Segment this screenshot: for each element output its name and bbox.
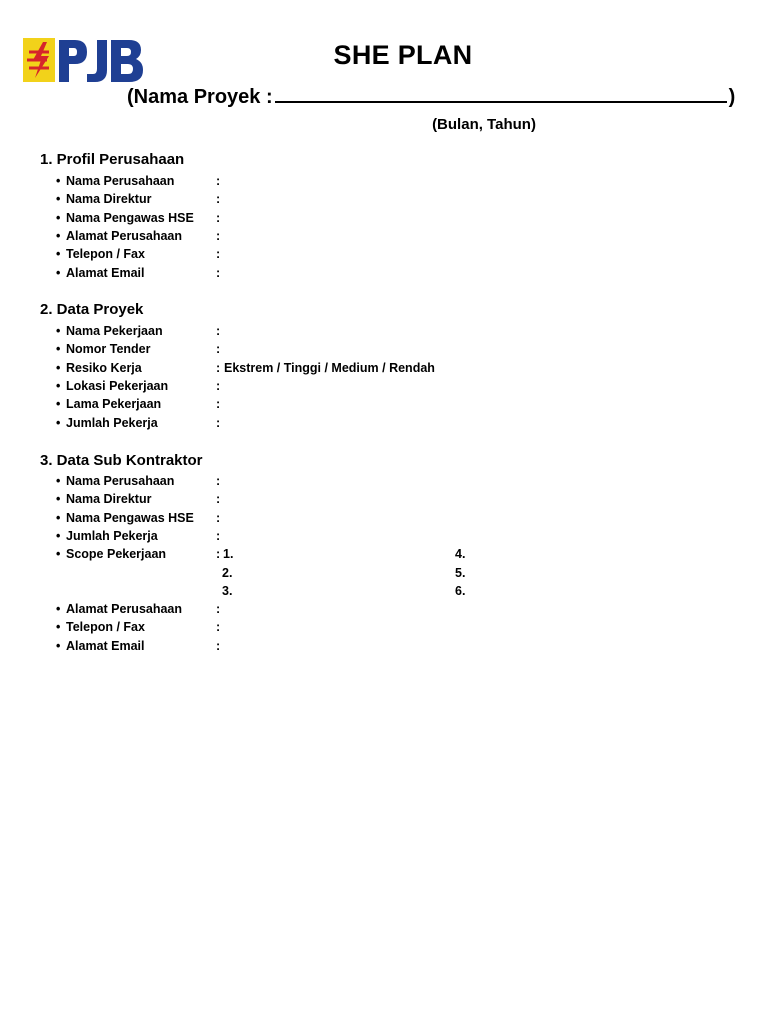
field-colon: : <box>216 265 221 280</box>
field-label: Nama Pengawas HSE <box>66 210 194 225</box>
page-title: SHE PLAN <box>333 40 473 70</box>
field-row <box>56 600 221 618</box>
field-colon: : <box>216 415 221 430</box>
field-label: Nomor Tender <box>66 342 151 357</box>
field-colon: : <box>216 210 221 225</box>
field-label: Nama Pengawas HSE <box>66 510 194 525</box>
project-name-blank[interactable] <box>275 86 727 103</box>
field-row <box>56 490 221 508</box>
scope-item-number: 3. <box>222 583 233 598</box>
bullet: • <box>56 265 61 280</box>
field-row <box>56 618 221 636</box>
field-row <box>56 637 221 655</box>
bullet: • <box>56 247 61 262</box>
scope-item-number: 1. <box>223 547 234 562</box>
bullet: • <box>56 638 61 653</box>
scope-item-number: 5. <box>455 565 466 580</box>
field-row <box>56 322 221 340</box>
field-colon: : <box>216 528 221 543</box>
field-label: Jumlah Pekerja <box>66 528 158 543</box>
bullet: • <box>56 174 61 188</box>
field-row <box>56 264 221 282</box>
field-label: Alamat Email <box>66 265 145 280</box>
field-label: Nama Perusahaan <box>66 174 175 188</box>
field-label: Nama Direktur <box>66 492 152 507</box>
bullet: • <box>56 415 61 430</box>
bullet: • <box>56 360 61 375</box>
project-name-close: ) <box>728 86 736 108</box>
project-name-label: (Nama Proyek : <box>127 86 273 108</box>
field-label: Alamat Perusahaan <box>66 602 183 617</box>
bullet: • <box>56 397 61 412</box>
section-title: 1. Profil Perusahaan <box>40 151 185 168</box>
field-row <box>56 377 221 395</box>
field-row <box>56 395 221 413</box>
field-label: Nama Perusahaan <box>66 474 175 488</box>
field-colon: : <box>216 547 221 562</box>
field-row <box>56 509 221 527</box>
field-row <box>56 359 435 377</box>
field-row <box>56 227 221 245</box>
field-label: Resiko Kerja <box>66 360 142 375</box>
field-colon: : <box>216 174 221 188</box>
bullet: • <box>56 474 61 488</box>
field-row <box>56 527 221 545</box>
field-label: Alamat Perusahaan <box>66 228 183 243</box>
field-row <box>56 414 221 432</box>
field-row <box>56 472 221 490</box>
field-colon: : <box>216 324 221 338</box>
field-colon: : <box>216 228 221 243</box>
section-title: 3. Data Sub Kontraktor <box>40 452 203 469</box>
field-row <box>56 545 221 563</box>
field-colon: : <box>216 247 221 262</box>
field-colon: : <box>216 342 221 357</box>
field-label: Telepon / Fax <box>66 620 145 635</box>
field-label: Scope Pekerjaan <box>66 547 167 562</box>
field-colon: : <box>216 492 221 507</box>
field-colon: : <box>216 510 221 525</box>
field-row <box>56 190 221 208</box>
field-label: Nama Pekerjaan <box>66 324 163 338</box>
bullet: • <box>56 492 61 507</box>
bullet: • <box>56 342 61 357</box>
field-colon: : <box>216 397 221 412</box>
field-label: Lama Pekerjaan <box>66 397 162 412</box>
field-colon: : <box>216 620 221 635</box>
date-hint: (Bulan, Tahun) <box>432 116 536 133</box>
field-label: Lokasi Pekerjaan <box>66 378 169 393</box>
scope-item-number: 4. <box>455 547 466 562</box>
bullet: • <box>56 528 61 543</box>
field-colon: : <box>216 638 221 653</box>
bullet: • <box>56 510 61 525</box>
field-label: Nama Direktur <box>66 192 152 207</box>
field-colon: : <box>216 474 221 488</box>
bullet: • <box>56 192 61 207</box>
field-colon: : <box>216 378 221 393</box>
field-label: Telepon / Fax <box>66 247 145 262</box>
bullet: • <box>56 620 61 635</box>
scope-item-number: 6. <box>455 583 466 598</box>
bullet: • <box>56 602 61 617</box>
bullet: • <box>56 547 61 562</box>
field-row <box>56 340 221 358</box>
field-label: Jumlah Pekerja <box>66 415 158 430</box>
field-value[interactable]: Ekstrem / Tinggi / Medium / Rendah <box>224 360 435 375</box>
field-colon: : <box>216 360 221 375</box>
field-label: Alamat Email <box>66 638 145 653</box>
bullet: • <box>56 324 61 338</box>
field-colon: : <box>216 192 221 207</box>
field-row <box>56 172 221 190</box>
field-colon: : <box>216 602 221 617</box>
field-row <box>56 245 221 263</box>
bullet: • <box>56 210 61 225</box>
scope-item-number: 2. <box>222 565 233 580</box>
bullet: • <box>56 228 61 243</box>
project-name-line <box>127 86 735 109</box>
bullet: • <box>56 378 61 393</box>
section-title: 2. Data Proyek <box>40 301 144 318</box>
field-row <box>56 209 221 227</box>
